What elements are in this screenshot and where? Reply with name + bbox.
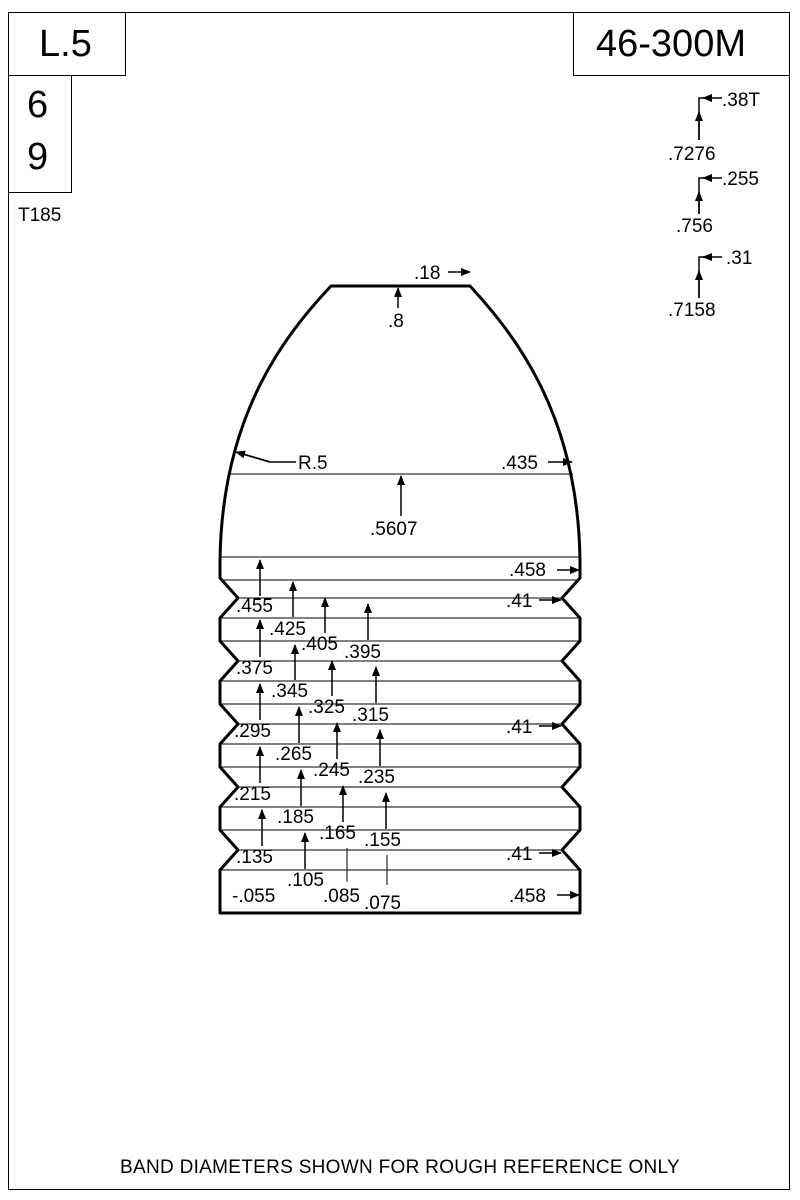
nose-option-1 — [668, 90, 760, 165]
footer-note: BAND DIAMETERS SHOWN FOR ROUGH REFERENCE ONLY — [120, 1157, 680, 1178]
left-stack-2: .375 — [236, 658, 273, 679]
nose-dia: .435 — [501, 453, 538, 474]
groove-dia-1: .41 — [506, 591, 533, 612]
stack-2-5: .105 — [287, 870, 324, 891]
stack-4-1: .395 — [344, 642, 381, 663]
overall-length: .8 — [388, 311, 404, 332]
cavity-top: 6 — [27, 84, 49, 126]
groove-dia-2: .41 — [506, 717, 533, 738]
band-dia-top: .458 — [509, 560, 546, 581]
nose-option-3-width: .31 — [726, 248, 753, 269]
nose-option-2 — [676, 169, 759, 237]
stack-2-1: .425 — [269, 619, 306, 640]
cavity-bottom: 9 — [27, 136, 49, 178]
stack-4-2: .315 — [352, 705, 389, 726]
nose-option-3-height: .7158 — [668, 300, 716, 321]
stack-2-3: .265 — [275, 744, 312, 765]
part-number: 46-300M — [596, 23, 746, 65]
left-stack-6: -.055 — [232, 886, 276, 907]
nose-option-1-width: .38T — [722, 90, 761, 111]
left-stack-3: .295 — [234, 721, 271, 742]
stack-2-2: .345 — [271, 681, 308, 702]
left-stack-4: .215 — [234, 784, 271, 805]
stack-4-4: .155 — [364, 830, 401, 851]
nose-option-2-width: .255 — [722, 169, 759, 190]
nose-option-1-height: .7276 — [668, 144, 716, 165]
top-punch-label: T185 — [18, 205, 62, 226]
stack-3-4: .165 — [319, 823, 356, 844]
meplat-dia: .18 — [414, 263, 441, 284]
stack-2-4: .185 — [277, 807, 314, 828]
nose-option-3 — [668, 248, 752, 321]
nose-length: .5607 — [370, 519, 418, 540]
left-stack-5: .135 — [236, 847, 273, 868]
left-stack-1: .455 — [236, 596, 273, 617]
stack-4-3: .235 — [358, 767, 395, 788]
length-label: L.5 — [39, 23, 92, 65]
band-dia-bottom: .458 — [509, 886, 546, 907]
stack-3-5: .085 — [323, 886, 360, 907]
nose-option-2-height: .756 — [676, 216, 713, 237]
ogive-radius: R.5 — [298, 453, 328, 474]
stack-3-3: .245 — [313, 760, 350, 781]
stack-4-5: .075 — [364, 893, 401, 914]
groove-dia-3: .41 — [506, 844, 533, 865]
stack-3-2: .325 — [308, 697, 345, 718]
stack-3-1: .405 — [301, 634, 338, 655]
